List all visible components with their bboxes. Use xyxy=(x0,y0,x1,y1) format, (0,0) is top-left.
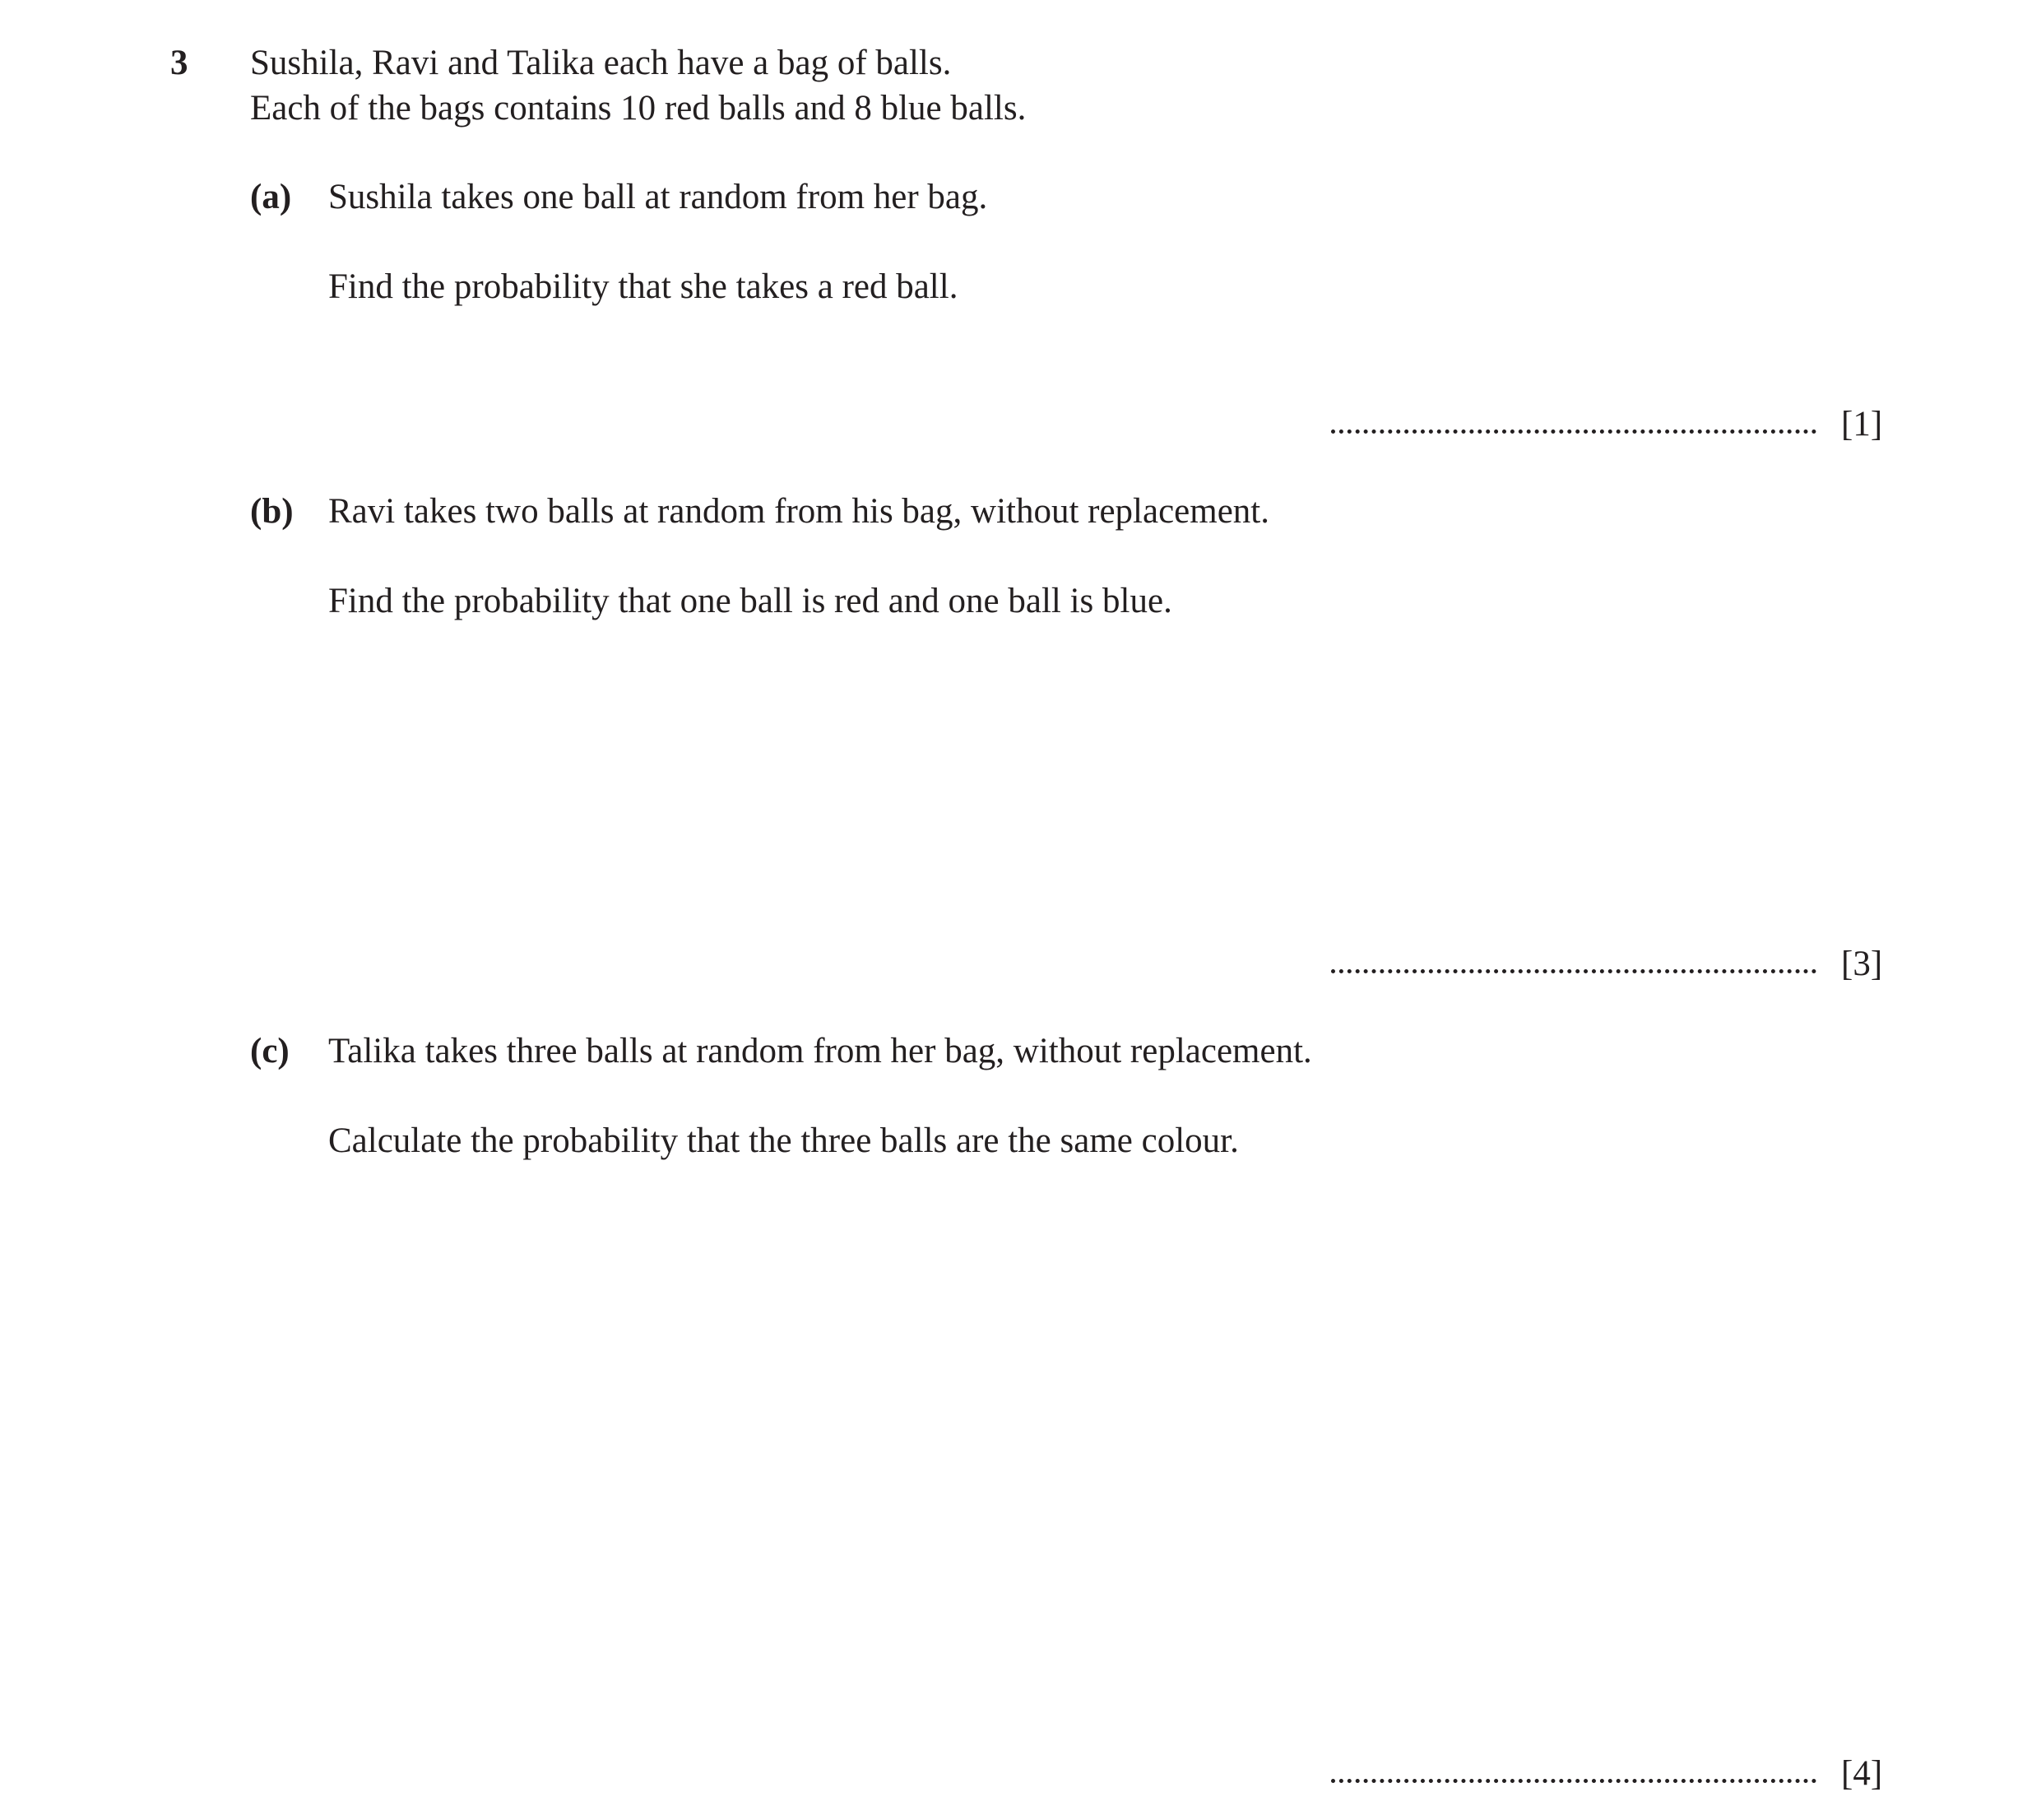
part-a-label: (a) xyxy=(250,178,292,216)
intro-line-2: Each of the bags contains 10 red balls and 8 blue balls. xyxy=(250,89,1027,128)
part-a-question: Find the probability that she takes a red ball. xyxy=(328,267,958,306)
part-a-statement: Sushila takes one ball at random from her bag. xyxy=(328,178,988,216)
intro-line-1: Sushila, Ravi and Talika each have a bag of balls. xyxy=(250,44,952,82)
part-a-answer-line[interactable] xyxy=(1331,429,1816,434)
part-b-statement: Ravi takes two balls at random from his bag, without replacement. xyxy=(328,492,1269,531)
part-c-question: Calculate the probability that the three balls are the same colour. xyxy=(328,1121,1239,1160)
part-c-answer-line[interactable] xyxy=(1331,1779,1816,1783)
part-c-label: (c) xyxy=(250,1032,290,1070)
part-c-marks: [4] xyxy=(1841,1754,1883,1793)
part-b-answer-line[interactable] xyxy=(1331,969,1816,973)
part-a-marks: [1] xyxy=(1841,405,1883,443)
part-b-label: (b) xyxy=(250,492,294,531)
question-number: 3 xyxy=(170,44,188,82)
part-c-statement: Talika takes three balls at random from her bag, without replacement. xyxy=(328,1032,1312,1070)
part-b-marks: [3] xyxy=(1841,945,1883,983)
part-b-question: Find the probability that one ball is red and one ball is blue. xyxy=(328,582,1172,620)
